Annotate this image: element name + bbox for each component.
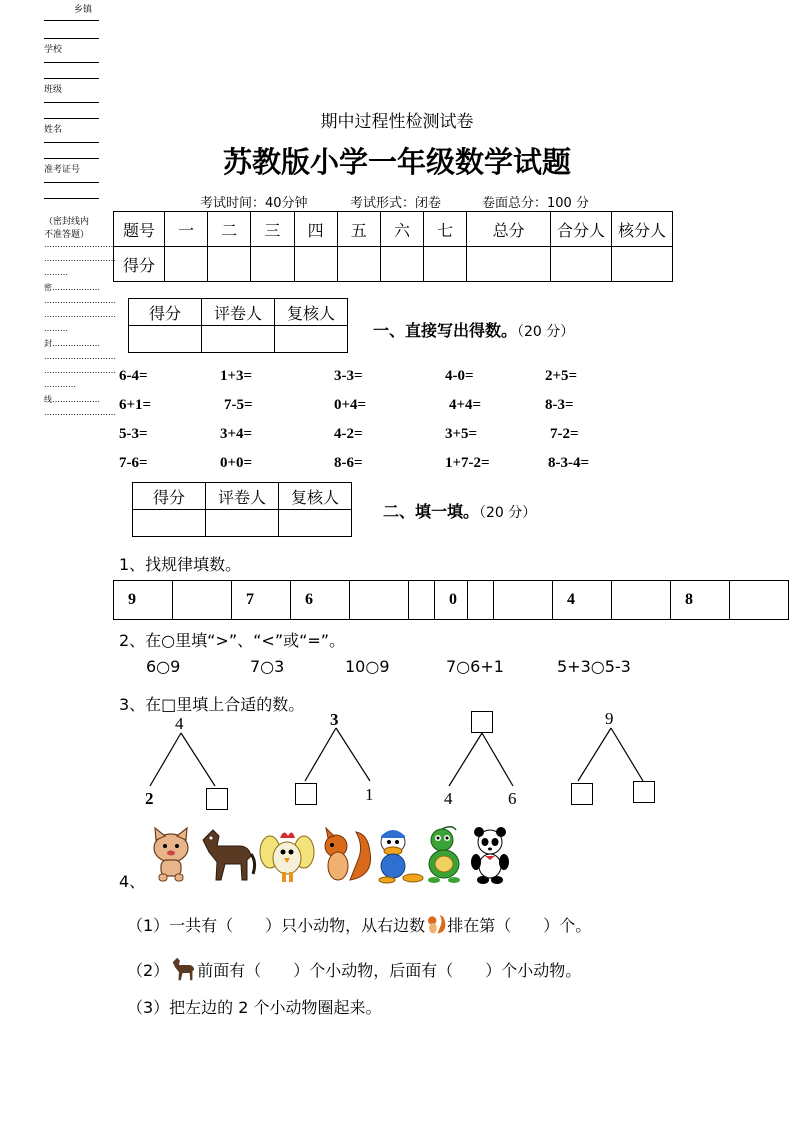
exam-total-score: 卷面总分：100 分	[482, 196, 589, 211]
tree1-right-box[interactable]	[206, 788, 228, 810]
side-examno-label: 准考证号	[44, 165, 81, 175]
section2-title-text: 二、填一填。	[383, 502, 480, 521]
duck-icon	[371, 826, 425, 884]
grader-label: 评卷人	[202, 299, 275, 326]
section1-title-text: 一、直接写出得数。	[373, 321, 518, 340]
tree2-right: 1	[365, 785, 374, 804]
question-4-1-part-a: （1）一共有（ ）只小动物，从右边数	[127, 916, 426, 935]
side-school-label: 学校	[44, 45, 63, 55]
panda-icon	[470, 826, 510, 884]
seq-cell: 7	[232, 581, 291, 620]
dotted-line: ………………………	[44, 254, 116, 263]
rooster-icon	[258, 826, 316, 884]
tree-branch	[336, 728, 370, 781]
question-3: 3、在□里填上合适的数。	[119, 695, 305, 714]
question-4: 4、	[119, 872, 146, 891]
question-4-1	[127, 913, 591, 936]
seal-mi: 密	[44, 283, 52, 292]
equation: 8-3-4=	[548, 455, 590, 471]
exam-subtitle: 期中过程性检测试卷	[320, 112, 474, 132]
grader-score-label: 得分	[129, 299, 202, 326]
squirrel-icon	[425, 913, 447, 935]
side-town-label: 乡镇	[74, 5, 93, 15]
tree-branch	[150, 733, 181, 786]
compare-item[interactable]: 7○6+1	[446, 657, 504, 676]
tree-branch	[181, 733, 215, 786]
reviewer-label: 复核人	[279, 483, 352, 510]
equation: 4-2=	[334, 426, 363, 442]
tree-branch	[578, 728, 611, 781]
equation: 6+1=	[119, 397, 152, 413]
compare-item[interactable]: 10○9	[345, 657, 390, 676]
question-1: 1、找规律填数。	[119, 555, 242, 574]
equation: 7-5=	[224, 397, 253, 413]
dotted-line: ………………………	[44, 296, 116, 305]
equation: 1+7-2=	[445, 455, 490, 471]
tree4-right-box[interactable]	[633, 781, 655, 803]
question-2: 2、在○里填“>”、“<”或“=”。	[119, 631, 346, 650]
tree1-top: 4	[175, 714, 184, 733]
question-4-1-part-b: 排在第（ ）个。	[447, 916, 592, 935]
tree-branch	[449, 733, 482, 786]
score-col: 六	[380, 212, 423, 247]
equation: 4+4=	[449, 397, 482, 413]
section1-points: （20 分）	[517, 324, 575, 340]
seal-feng-line: 封………………	[44, 339, 100, 348]
score-col: 四	[294, 212, 337, 247]
question-4-2-part-b: 前面有（ ）个小动物，后面有（ ）个小动物。	[197, 961, 582, 980]
exam-time: 考试时间：40分钟	[200, 196, 308, 211]
score-col: 核分人	[612, 212, 673, 247]
score-table-head: 题号	[114, 212, 165, 247]
tree-branch	[611, 728, 643, 781]
seal-feng: 封	[44, 339, 52, 348]
side-name-label: 姓名	[44, 125, 63, 135]
dotted-line: ………………………	[44, 352, 116, 361]
seq-cell: 0	[435, 581, 494, 620]
score-col: 二	[208, 212, 251, 247]
tree4-top: 9	[605, 709, 614, 728]
squirrel-icon	[318, 826, 374, 884]
compare-item[interactable]: 5+3○5-3	[557, 657, 631, 676]
score-col: 一	[165, 212, 208, 247]
equation: 4-0=	[445, 368, 474, 384]
equation: 7-6=	[119, 455, 148, 471]
section2-points: （20 分）	[479, 505, 537, 521]
compare-item[interactable]: 7○3	[250, 657, 285, 676]
grader-score-label: 得分	[133, 483, 206, 510]
equation: 3-3=	[334, 368, 363, 384]
dotted-line: …………	[44, 380, 76, 389]
score-col: 合分人	[551, 212, 612, 247]
turtle-icon	[422, 826, 468, 884]
equation: 2+5=	[545, 368, 578, 384]
equation: 1+3=	[220, 368, 253, 384]
score-col: 七	[424, 212, 467, 247]
seq-cell: 6	[291, 581, 350, 620]
dotted-line: ………………………	[44, 366, 116, 375]
seal-mi-line: 密………………	[44, 283, 100, 292]
seal-xian-line: 线………………	[44, 395, 100, 404]
reviewer-label: 复核人	[275, 299, 348, 326]
grader-label: 评卷人	[206, 483, 279, 510]
side-note-1: （密封线内	[44, 217, 90, 227]
exam-title: 苏教版小学一年级数学试题	[222, 145, 571, 179]
tree-branch	[305, 728, 336, 781]
score-col: 总分	[467, 212, 551, 247]
equation: 0+4=	[334, 397, 367, 413]
tree2-left-box[interactable]	[295, 783, 317, 805]
tree4-left-box[interactable]	[571, 783, 593, 805]
horse-icon	[195, 826, 257, 884]
dotted-line: ………	[44, 324, 68, 333]
seq-cell: 4	[553, 581, 612, 620]
seq-cell: 9	[114, 581, 173, 620]
side-note-2: 不准答题）	[44, 230, 90, 240]
tree3-right: 6	[508, 789, 517, 808]
tree2-top: 3	[330, 710, 339, 729]
equation: 7-2=	[550, 426, 579, 442]
question-4-3: （3）把左边的 2 个小动物圈起来。	[127, 998, 382, 1017]
equation: 8-6=	[334, 455, 363, 471]
compare-item[interactable]: 6○9	[146, 657, 181, 676]
dotted-line: ………………………	[44, 240, 116, 249]
equation: 3+4=	[220, 426, 253, 442]
tree3-top-box[interactable]	[471, 711, 493, 733]
question-4-2-part-a: （2）	[127, 961, 170, 980]
score-row-head: 得分	[114, 247, 165, 282]
equation: 6-4=	[119, 368, 148, 384]
question-4-2	[127, 956, 581, 982]
exam-form: 考试形式：闭卷	[350, 196, 442, 211]
tree1-left: 2	[145, 789, 154, 808]
side-class-label: 班级	[44, 85, 63, 95]
seq-cell: 8	[671, 581, 730, 620]
horse-icon	[169, 956, 197, 982]
cat-icon	[145, 826, 197, 884]
dotted-line: ………………………	[44, 310, 116, 319]
equation: 0+0=	[220, 455, 253, 471]
equation: 3+5=	[445, 426, 478, 442]
score-col: 五	[337, 212, 380, 247]
tree3-left: 4	[444, 789, 453, 808]
tree-branch	[482, 733, 513, 786]
seal-xian: 线	[44, 395, 52, 404]
equation: 5-3=	[119, 426, 148, 442]
equation: 8-3=	[545, 397, 574, 413]
score-col: 三	[251, 212, 294, 247]
dotted-line: ………	[44, 268, 68, 277]
dotted-line: ………………………	[44, 408, 116, 417]
